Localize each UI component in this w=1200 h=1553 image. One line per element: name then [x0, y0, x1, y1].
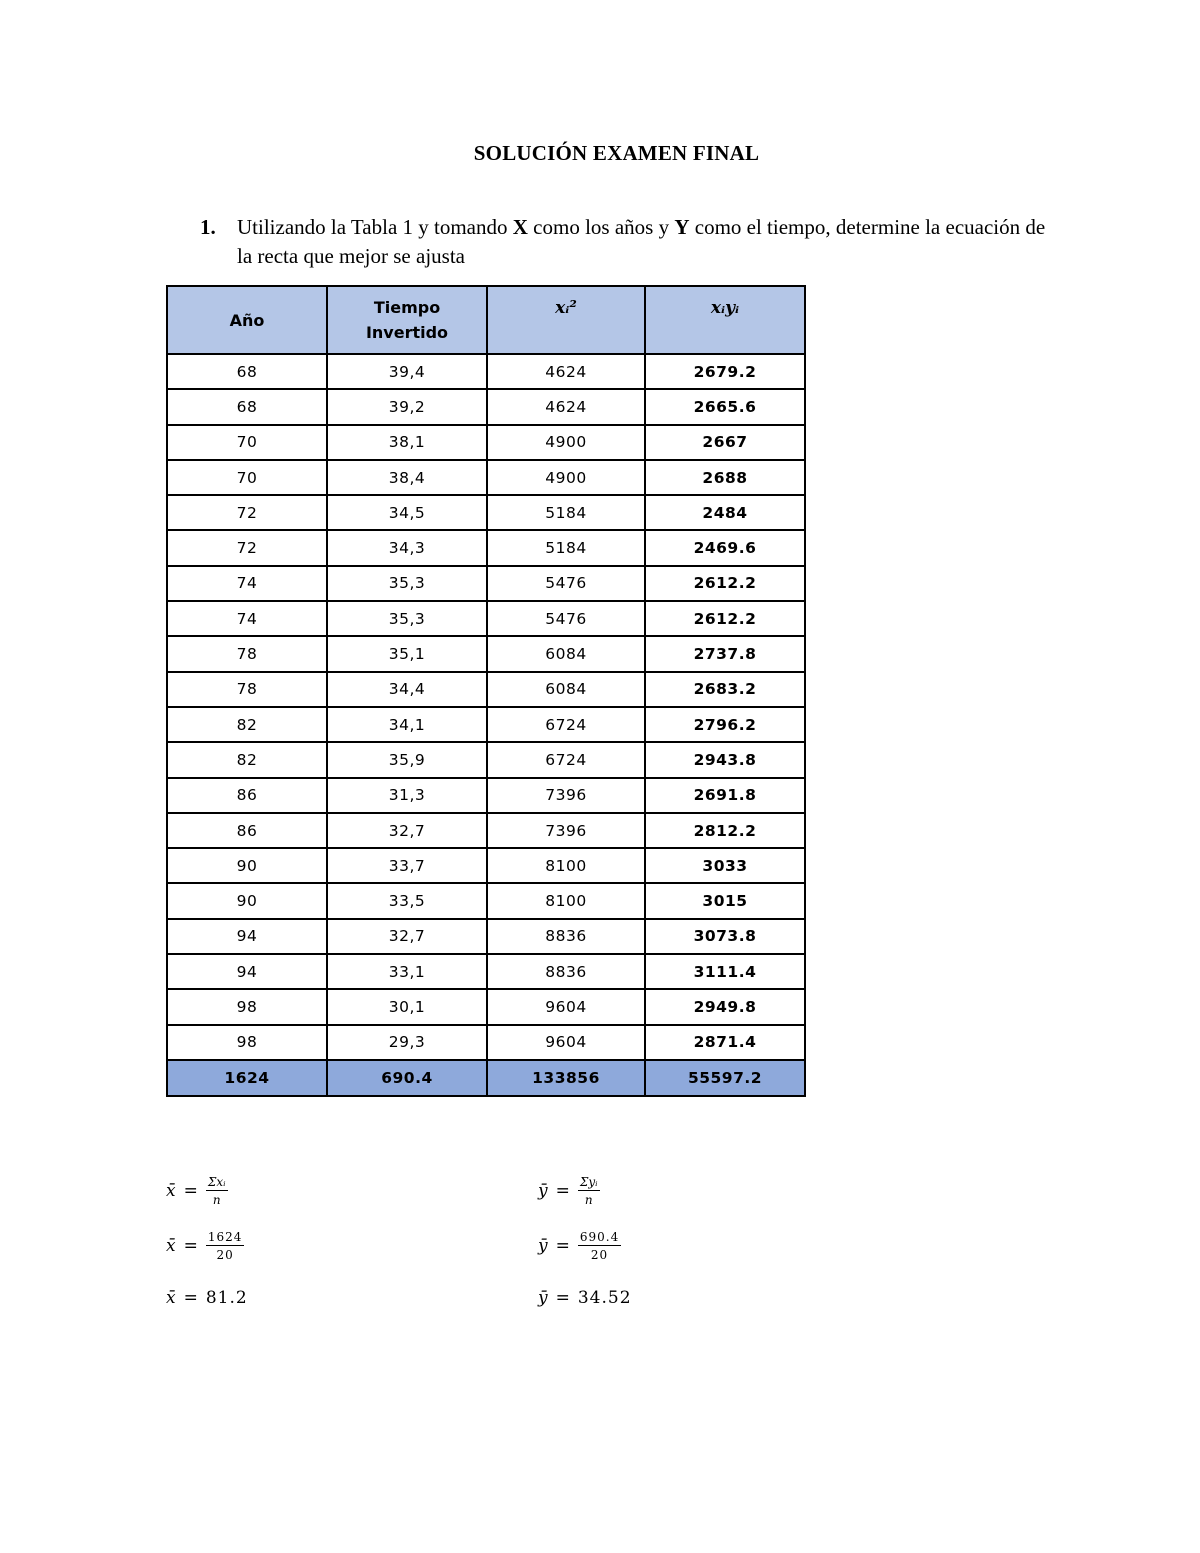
- cell-xi2: 8836: [487, 954, 645, 989]
- table-row: [167, 813, 805, 848]
- table-row: [167, 1025, 805, 1060]
- cell-xi2: 5476: [487, 601, 645, 636]
- cell-year: 90: [167, 883, 327, 918]
- cell-xiyi: 3111.4: [645, 954, 805, 989]
- cell-year: 98: [167, 1025, 327, 1060]
- y-mean-fraction: $\frac{\text{Σyᵢ}}{n}$: [579, 1175, 598, 1207]
- cell-xiyi: 2612.2: [645, 601, 805, 636]
- table-row: [167, 778, 805, 813]
- cell-time: 35,9: [327, 742, 487, 777]
- cell-year: 68: [167, 354, 327, 389]
- x-mean-fraction: $\frac{\text{Σxᵢ}}{n}$: [207, 1175, 226, 1207]
- cell-year: 74: [167, 566, 327, 601]
- cell-year: 70: [167, 460, 327, 495]
- table-row: [167, 989, 805, 1024]
- question-number: 1.: [200, 215, 216, 239]
- cell-year: 90: [167, 848, 327, 883]
- cell-xiyi: 2737.8: [645, 636, 805, 671]
- total-time: 690.4: [327, 1060, 487, 1096]
- data-table: [166, 285, 806, 1097]
- x-mean-symbol: x̄: [166, 1181, 176, 1201]
- cell-time: 38,4: [327, 460, 487, 495]
- question-text: Utilizando la Tabla 1 y tomando X como los años y Y como el tiempo, determine la ecuación de la recta que mejor se ajusta: [237, 215, 1046, 268]
- cell-time: 34,1: [327, 707, 487, 742]
- table-row: [167, 848, 805, 883]
- table-total-row: [167, 1060, 805, 1096]
- cell-year: 78: [167, 672, 327, 707]
- x-mean-values-fraction: $\frac{1624}{20}$: [207, 1230, 243, 1262]
- cell-xi2: 6084: [487, 636, 645, 671]
- table-row: [167, 707, 805, 742]
- cell-xiyi: 2667: [645, 425, 805, 460]
- x-mean-result: x̄ = 81.2: [166, 1288, 248, 1308]
- cell-xi2: 6084: [487, 672, 645, 707]
- table-row: [167, 389, 805, 424]
- cell-time: 39,2: [327, 389, 487, 424]
- cell-time: 29,3: [327, 1025, 487, 1060]
- cell-xi2: 9604: [487, 1025, 645, 1060]
- cell-xi2: 4900: [487, 425, 645, 460]
- cell-year: 86: [167, 778, 327, 813]
- y-variable: Y: [674, 215, 690, 239]
- cell-xiyi: 2665.6: [645, 389, 805, 424]
- table-row: [167, 530, 805, 565]
- cell-xi2: 5184: [487, 530, 645, 565]
- cell-xiyi: 2679.2: [645, 354, 805, 389]
- cell-xi2: 6724: [487, 707, 645, 742]
- cell-time: 34,4: [327, 672, 487, 707]
- cell-year: 78: [167, 636, 327, 671]
- header-xi-squared: xᵢ²: [487, 286, 645, 354]
- cell-xiyi: 3033: [645, 848, 805, 883]
- table-row: [167, 672, 805, 707]
- cell-xiyi: 3073.8: [645, 919, 805, 954]
- x-mean-formula: x̄ = $\frac{\text{Σxᵢ}}{n}$: [166, 1175, 226, 1207]
- x-variable: X: [512, 215, 528, 239]
- cell-xi2: 5184: [487, 495, 645, 530]
- cell-xiyi: 2943.8: [645, 742, 805, 777]
- cell-time: 33,7: [327, 848, 487, 883]
- cell-xi2: 5476: [487, 566, 645, 601]
- header-time: Tiempo Invertido: [327, 286, 487, 354]
- total-xi2: 133856: [487, 1060, 645, 1096]
- cell-time: 35,1: [327, 636, 487, 671]
- cell-time: 33,5: [327, 883, 487, 918]
- table-row: [167, 954, 805, 989]
- table-row: [167, 566, 805, 601]
- table-row: [167, 425, 805, 460]
- cell-xiyi: 2612.2: [645, 566, 805, 601]
- cell-time: 33,1: [327, 954, 487, 989]
- y-mean-symbol: ȳ: [538, 1181, 548, 1201]
- x-mean-value: 81.2: [205, 1288, 248, 1308]
- y-mean-values-fraction: $\frac{690.4}{20}$: [579, 1230, 620, 1262]
- cell-year: 82: [167, 742, 327, 777]
- y-mean-value: 34.52: [577, 1288, 632, 1308]
- table-row: [167, 742, 805, 777]
- y-mean-formula: ȳ = $\frac{\text{Σyᵢ}}{n}$: [538, 1175, 598, 1207]
- cell-xiyi: 2812.2: [645, 813, 805, 848]
- cell-xi2: 8100: [487, 883, 645, 918]
- cell-year: 86: [167, 813, 327, 848]
- cell-year: 72: [167, 495, 327, 530]
- cell-xi2: 4624: [487, 354, 645, 389]
- y-mean-substitution: ȳ = $\frac{690.4}{20}$: [538, 1230, 620, 1262]
- cell-time: 39,4: [327, 354, 487, 389]
- table-row: [167, 354, 805, 389]
- cell-year: 94: [167, 919, 327, 954]
- total-year: 1624: [167, 1060, 327, 1096]
- cell-xi2: 6724: [487, 742, 645, 777]
- cell-xi2: 9604: [487, 989, 645, 1024]
- cell-year: 74: [167, 601, 327, 636]
- cell-xi2: 4900: [487, 460, 645, 495]
- cell-year: 82: [167, 707, 327, 742]
- cell-xi2: 8100: [487, 848, 645, 883]
- cell-xiyi: 2691.8: [645, 778, 805, 813]
- x-mean-substitution: x̄ = $\frac{1624}{20}$: [166, 1230, 243, 1262]
- cell-xiyi: 2484: [645, 495, 805, 530]
- cell-time: 34,3: [327, 530, 487, 565]
- cell-xiyi: 2871.4: [645, 1025, 805, 1060]
- cell-time: 34,5: [327, 495, 487, 530]
- header-xi-yi: xᵢyᵢ: [645, 286, 805, 354]
- cell-xiyi: 2796.2: [645, 707, 805, 742]
- cell-xiyi: 2688: [645, 460, 805, 495]
- table-body: [167, 354, 805, 1096]
- cell-time: 35,3: [327, 601, 487, 636]
- cell-time: 38,1: [327, 425, 487, 460]
- cell-xi2: 8836: [487, 919, 645, 954]
- cell-year: 68: [167, 389, 327, 424]
- table-row: [167, 636, 805, 671]
- cell-xiyi: 2683.2: [645, 672, 805, 707]
- cell-xi2: 7396: [487, 778, 645, 813]
- cell-xiyi: 2949.8: [645, 989, 805, 1024]
- cell-xiyi: 2469.6: [645, 530, 805, 565]
- cell-time: 30,1: [327, 989, 487, 1024]
- cell-year: 72: [167, 530, 327, 565]
- table-row: [167, 460, 805, 495]
- cell-time: 32,7: [327, 919, 487, 954]
- table-header-row: [167, 286, 805, 354]
- table-row: [167, 495, 805, 530]
- document-title: SOLUCIÓN EXAMEN FINAL: [473, 141, 760, 165]
- cell-time: 32,7: [327, 813, 487, 848]
- cell-year: 70: [167, 425, 327, 460]
- table-row: [167, 883, 805, 918]
- header-year: Año: [167, 286, 327, 354]
- table-row: [167, 919, 805, 954]
- cell-year: 98: [167, 989, 327, 1024]
- y-mean-result: ȳ = 34.52: [538, 1288, 632, 1308]
- cell-year: 94: [167, 954, 327, 989]
- cell-xi2: 4624: [487, 389, 645, 424]
- total-xiyi: 55597.2: [645, 1060, 805, 1096]
- table-row: [167, 601, 805, 636]
- cell-time: 31,3: [327, 778, 487, 813]
- cell-xi2: 7396: [487, 813, 645, 848]
- cell-xiyi: 3015: [645, 883, 805, 918]
- cell-time: 35,3: [327, 566, 487, 601]
